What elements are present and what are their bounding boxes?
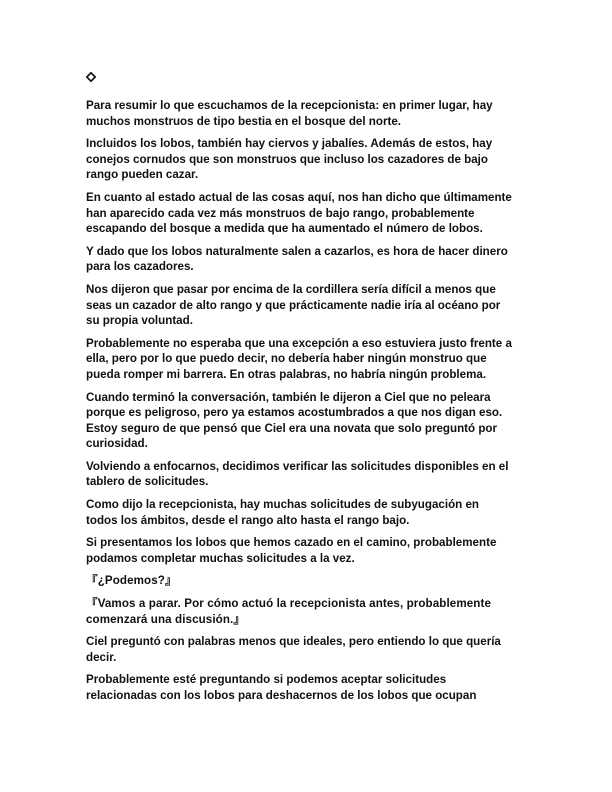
paragraph-mountains (86, 282, 532, 329)
text-line: Como dijo la recepcionista, hay muchas solicitudes de subyugación en (86, 498, 479, 512)
paragraph-animals (86, 136, 532, 183)
paragraph-accept-requests (86, 672, 532, 703)
document-body (86, 69, 532, 711)
paragraph-summary (86, 98, 532, 129)
text-line: para los cazadores. (86, 260, 194, 274)
paragraph-request-board (86, 459, 532, 490)
text-line: porque es peligroso, pero ya estamos acostumbrados a que nos digan eso. (86, 406, 503, 420)
text-line: comenzará una discusión.』 (86, 612, 246, 626)
text-line: ella, pero por lo que puedo decir, no debería haber ningún monstruo que (86, 352, 487, 366)
section-marker (86, 72, 532, 88)
text-line: 『¿Podemos?』 (86, 574, 177, 588)
text-line: Incluidos los lobos, también hay ciervos y jabalíes. Además de estos, hay (86, 137, 493, 151)
text-line: tablero de solicitudes. (86, 475, 209, 489)
text-line: Si presentamos los lobos que hemos cazado en el camino, probablemente (86, 536, 497, 550)
text-line: han aparecido cada vez más monstruos de bajo rango, probablemente (86, 206, 475, 220)
text-line: rango pueden cazar. (86, 168, 199, 182)
text-line: Volviendo a enfocarnos, decidimos verificar las solicitudes disponibles en el (86, 459, 509, 473)
text-line: podamos completar muchas solicitudes a la vez. (86, 551, 355, 565)
text-line: curiosidad. (86, 437, 148, 451)
paragraph-hunters-money (86, 244, 532, 275)
diamond-outline-icon (86, 72, 532, 82)
text-line: seas un cazador de alto rango y que prácticamente nadie iría al océano por (86, 298, 501, 312)
text-line: Cuando terminó la conversación, también le dijeron a Ciel que no peleara (86, 390, 491, 404)
text-line: Y dado que los lobos naturalmente salen a cazarlos, es hora de hacer dinero (86, 244, 508, 258)
paragraph-ciel-asked (86, 634, 532, 665)
text-line: Probablemente esté preguntando si podemos aceptar solicitudes (86, 673, 447, 687)
dialogue-quote (86, 573, 532, 589)
paragraph-conversation-end (86, 390, 532, 452)
text-line: su propia voluntad. (86, 314, 193, 328)
text-line: decir. (86, 650, 117, 664)
paragraph-barrier (86, 336, 532, 383)
text-line: conejos cornudos que son monstruos que incluso los cazadores de bajo (86, 152, 488, 166)
text-line: todos los ámbitos, desde el rango alto hasta el rango bajo. (86, 513, 410, 527)
dialogue-quote (86, 596, 532, 627)
text-line: escapando del bosque a medida que ha aumentado el número de lobos. (86, 222, 483, 236)
text-line: muchos monstruos de tipo bestia en el bosque del norte. (86, 114, 402, 128)
text-line: Para resumir lo que escuchamos de la recepcionista: en primer lugar, hay (86, 99, 493, 112)
text-line: En cuanto al estado actual de las cosas aquí, nos han dicho que últimamente (86, 190, 512, 204)
text-line: 『Vamos a parar. Por cómo actuó la recepcionista antes, probablemente (86, 597, 491, 611)
text-line: relacionadas con los lobos para deshacernos de los lobos que ocupan (86, 689, 477, 702)
text-line: Probablemente no esperaba que una excepción a eso estuviera justo frente a (86, 336, 512, 350)
text-line: Ciel preguntó con palabras menos que ideales, pero entiendo lo que quería (86, 635, 501, 649)
text-line: Estoy seguro de que pensó que Ciel era una novata que solo preguntó por (86, 421, 497, 435)
text-line: pueda romper mi barrera. En otras palabras, no habría ningún problema. (86, 367, 487, 381)
paragraph-current-state (86, 190, 532, 237)
text-line: Nos dijeron que pasar por encima de la cordillera sería difícil a menos que (86, 282, 496, 296)
paragraph-subjugation (86, 497, 532, 528)
paragraph-wolves-submit (86, 535, 532, 566)
